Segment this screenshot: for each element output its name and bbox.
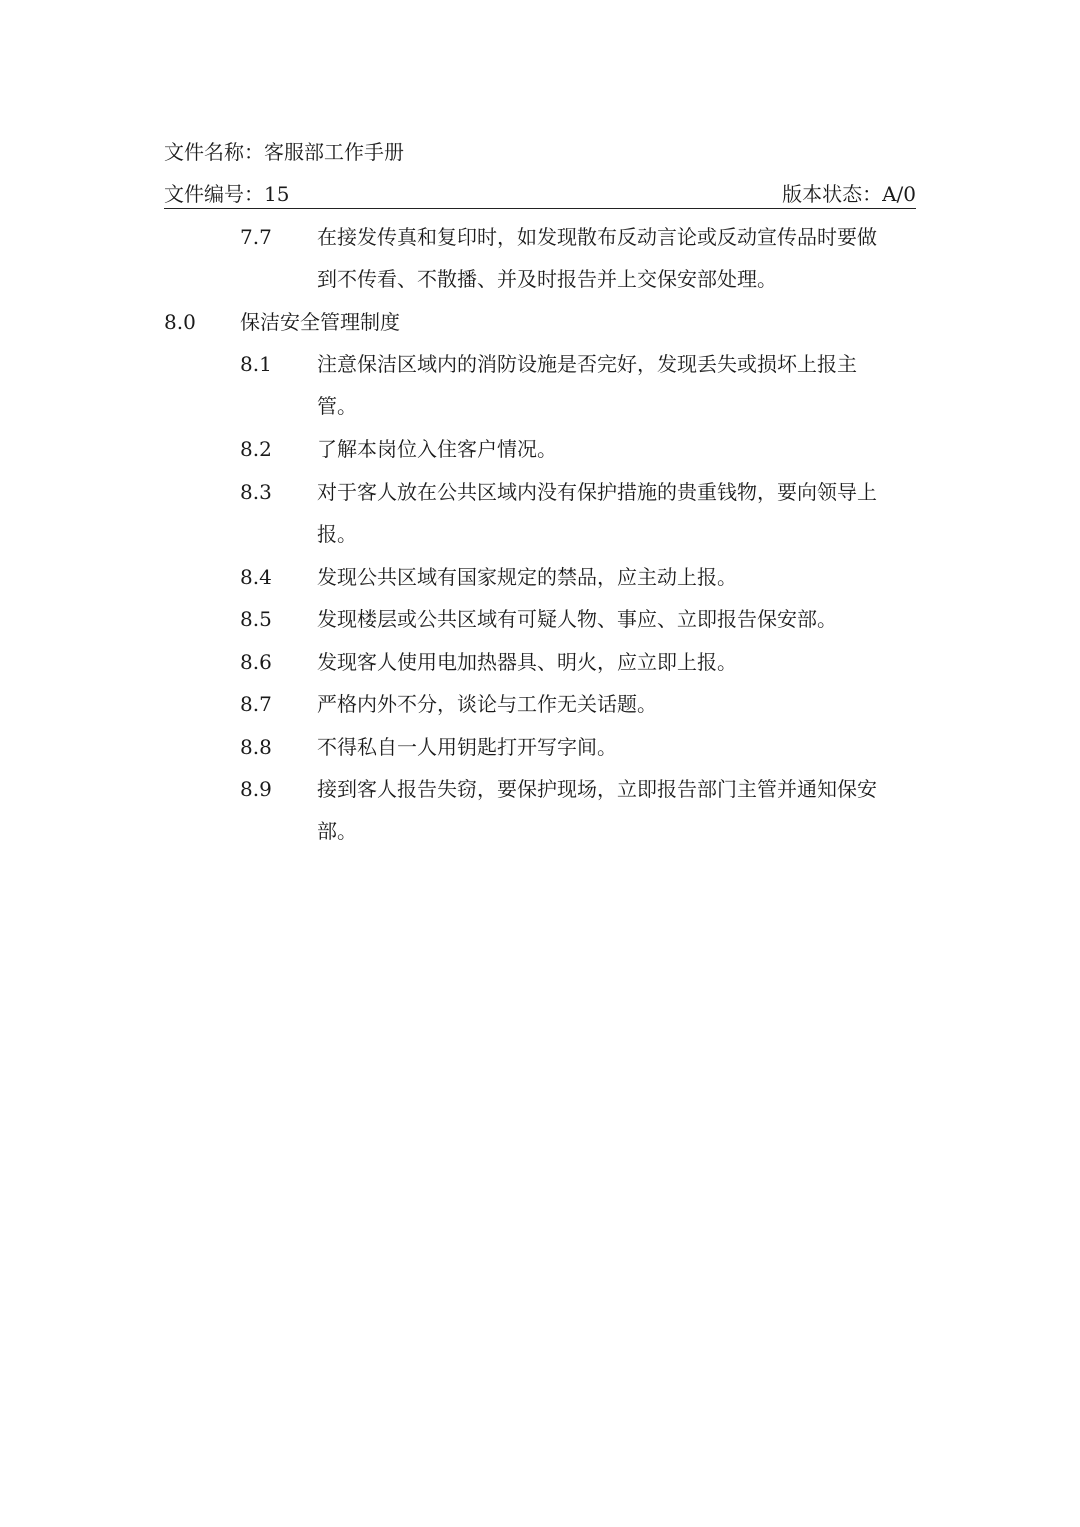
file-name: 文件名称：客服部工作手册 — [164, 140, 404, 164]
item-number: 8.3 — [240, 480, 272, 504]
item-text-line: 在接发传真和复印时，如发现散布反动言论或反动宣传品时要做 — [317, 225, 877, 249]
item-text-line: 到不传看、不散播、并及时报告并上交保安部处理。 — [317, 267, 777, 291]
item-number: 8.8 — [240, 735, 272, 759]
file-number: 文件编号：15 — [164, 182, 290, 206]
item-text-line: 发现客人使用电加热器具、明火，应立即上报。 — [317, 650, 737, 674]
file-info-header — [164, 182, 916, 209]
list-item — [0, 343, 1080, 427]
list-item — [0, 556, 1080, 598]
item-number: 8.9 — [240, 777, 272, 801]
list-item — [0, 683, 1080, 725]
item-number: 8.5 — [240, 607, 272, 631]
file-name-header — [164, 140, 916, 164]
list-item — [0, 768, 1080, 852]
item-text-line: 部。 — [317, 819, 357, 843]
item-text-line: 管。 — [317, 394, 357, 418]
section-title: 保洁安全管理制度 — [240, 310, 400, 334]
section-heading — [0, 301, 1080, 343]
item-number: 8.4 — [240, 565, 272, 589]
item-number: 8.7 — [240, 692, 272, 716]
item-text-line: 发现公共区域有国家规定的禁品，应主动上报。 — [317, 565, 737, 589]
item-text-line: 了解本岗位入住客户情况。 — [317, 437, 557, 461]
list-item — [0, 641, 1080, 683]
item-text-line: 接到客人报告失窃，要保护现场，立即报告部门主管并通知保安 — [317, 777, 877, 801]
item-number: 8.1 — [240, 352, 272, 376]
list-item — [0, 726, 1080, 768]
version-status: 版本状态：A/0 — [782, 182, 916, 206]
item-text-line: 注意保洁区域内的消防设施是否完好，发现丢失或损坏上报主 — [317, 352, 857, 376]
list-item — [0, 216, 1080, 300]
item-text-line: 严格内外不分，谈论与工作无关话题。 — [317, 692, 657, 716]
item-number: 8.6 — [240, 650, 272, 674]
item-number: 7.7 — [240, 225, 272, 249]
list-item — [0, 598, 1080, 640]
item-text-line: 发现楼层或公共区域有可疑人物、事应、立即报告保安部。 — [317, 607, 837, 631]
item-text-line: 报。 — [317, 522, 357, 546]
list-item — [0, 471, 1080, 555]
list-item — [0, 428, 1080, 470]
item-text-line: 不得私自一人用钥匙打开写字间。 — [317, 735, 617, 759]
item-text-line: 对于客人放在公共区域内没有保护措施的贵重钱物，要向领导上 — [317, 480, 877, 504]
item-number: 8.2 — [240, 437, 272, 461]
section-number: 8.0 — [164, 310, 196, 334]
